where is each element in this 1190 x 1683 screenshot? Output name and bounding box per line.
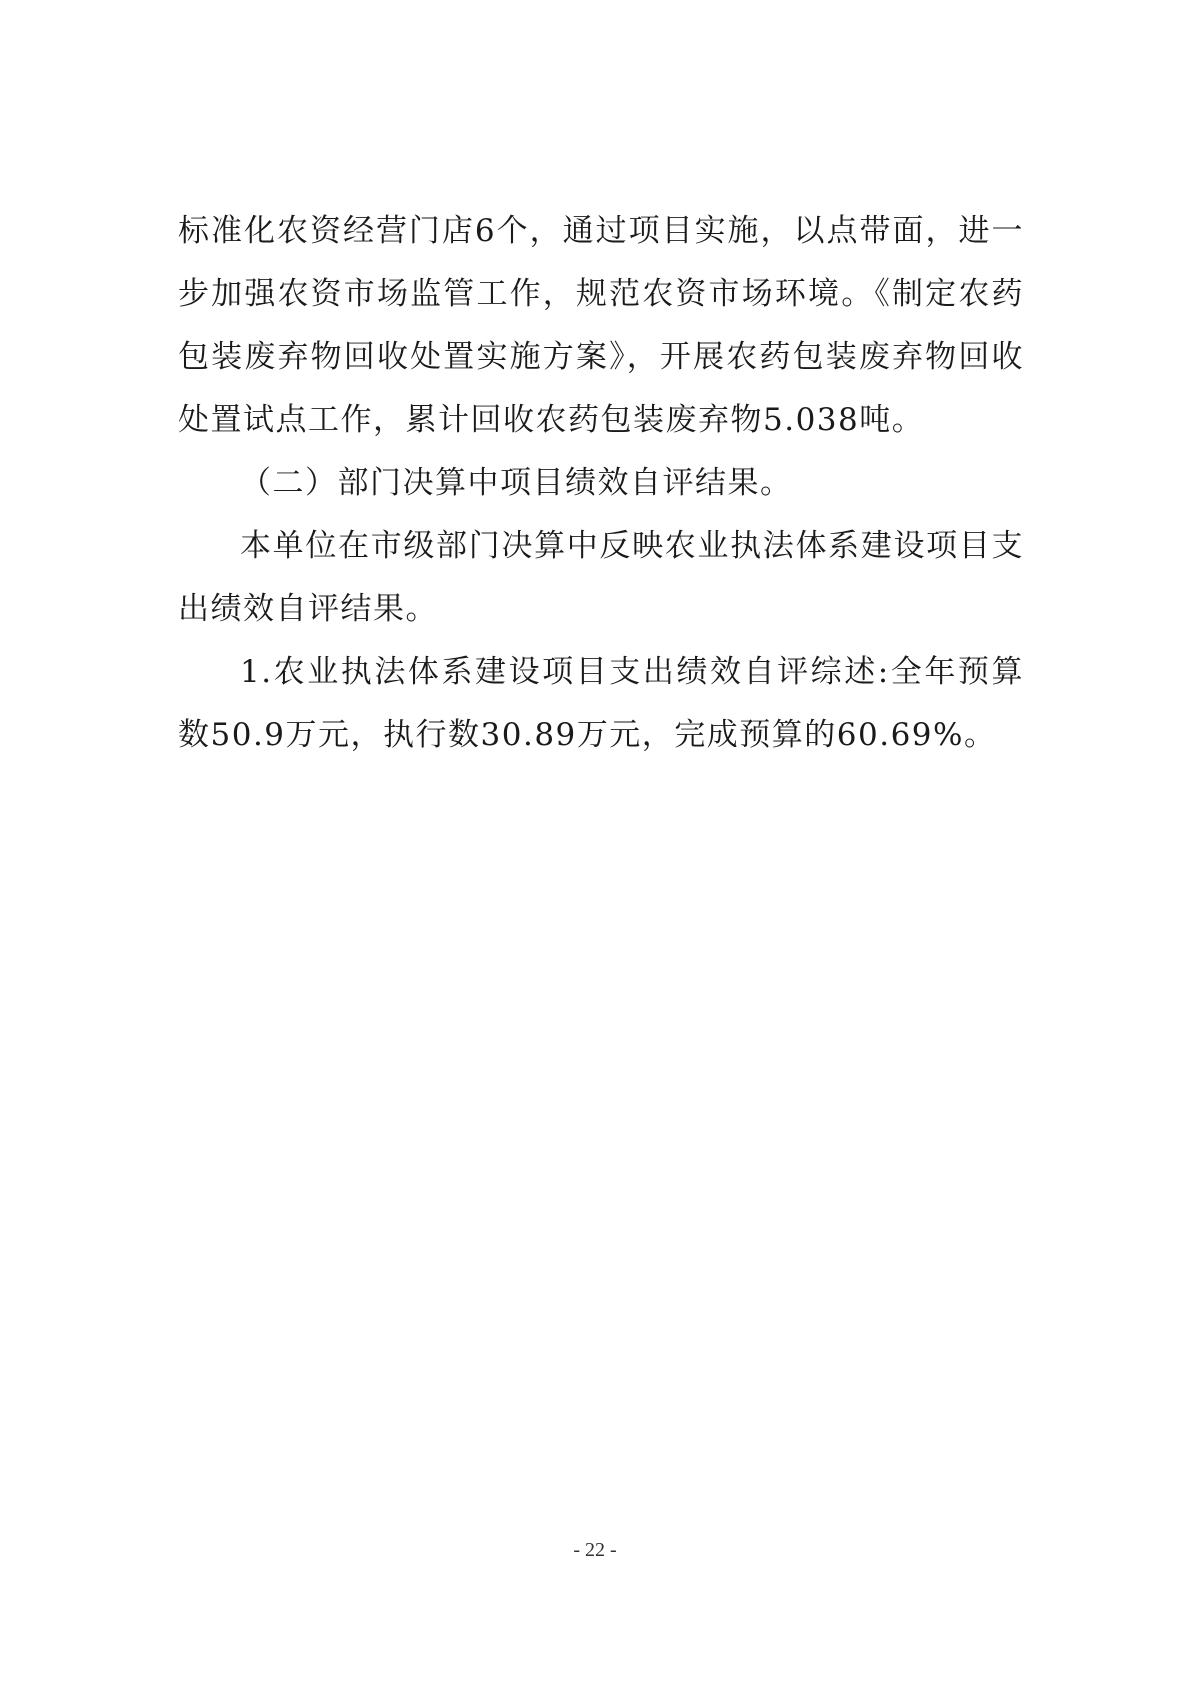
page-number: - 22 -: [573, 1539, 617, 1561]
document-body: [178, 200, 1024, 767]
paragraph-summary: 1.农业执法体系建设项目支出绩效自评综述:全年预算数50.9万元，执行数30.89万元，完成预算的60.69%。: [178, 654, 1024, 753]
paragraph-intro: 本单位在市级部门决算中反映农业执法体系建设项目支出绩效自评结果。: [178, 528, 1024, 627]
section-heading: （二）部门决算中项目绩效自评结果。: [240, 465, 793, 501]
paragraph-continuation: 标准化农资经营门店6个，通过项目实施，以点带面，进一步加强农资市场监管工作，规范农资市场环境。《制定农药包装废弃物回收处置实施方案》，开展农药包装废弃物回收处置试点工作，累计回收农药包装废弃物5.038吨。: [178, 213, 1024, 438]
